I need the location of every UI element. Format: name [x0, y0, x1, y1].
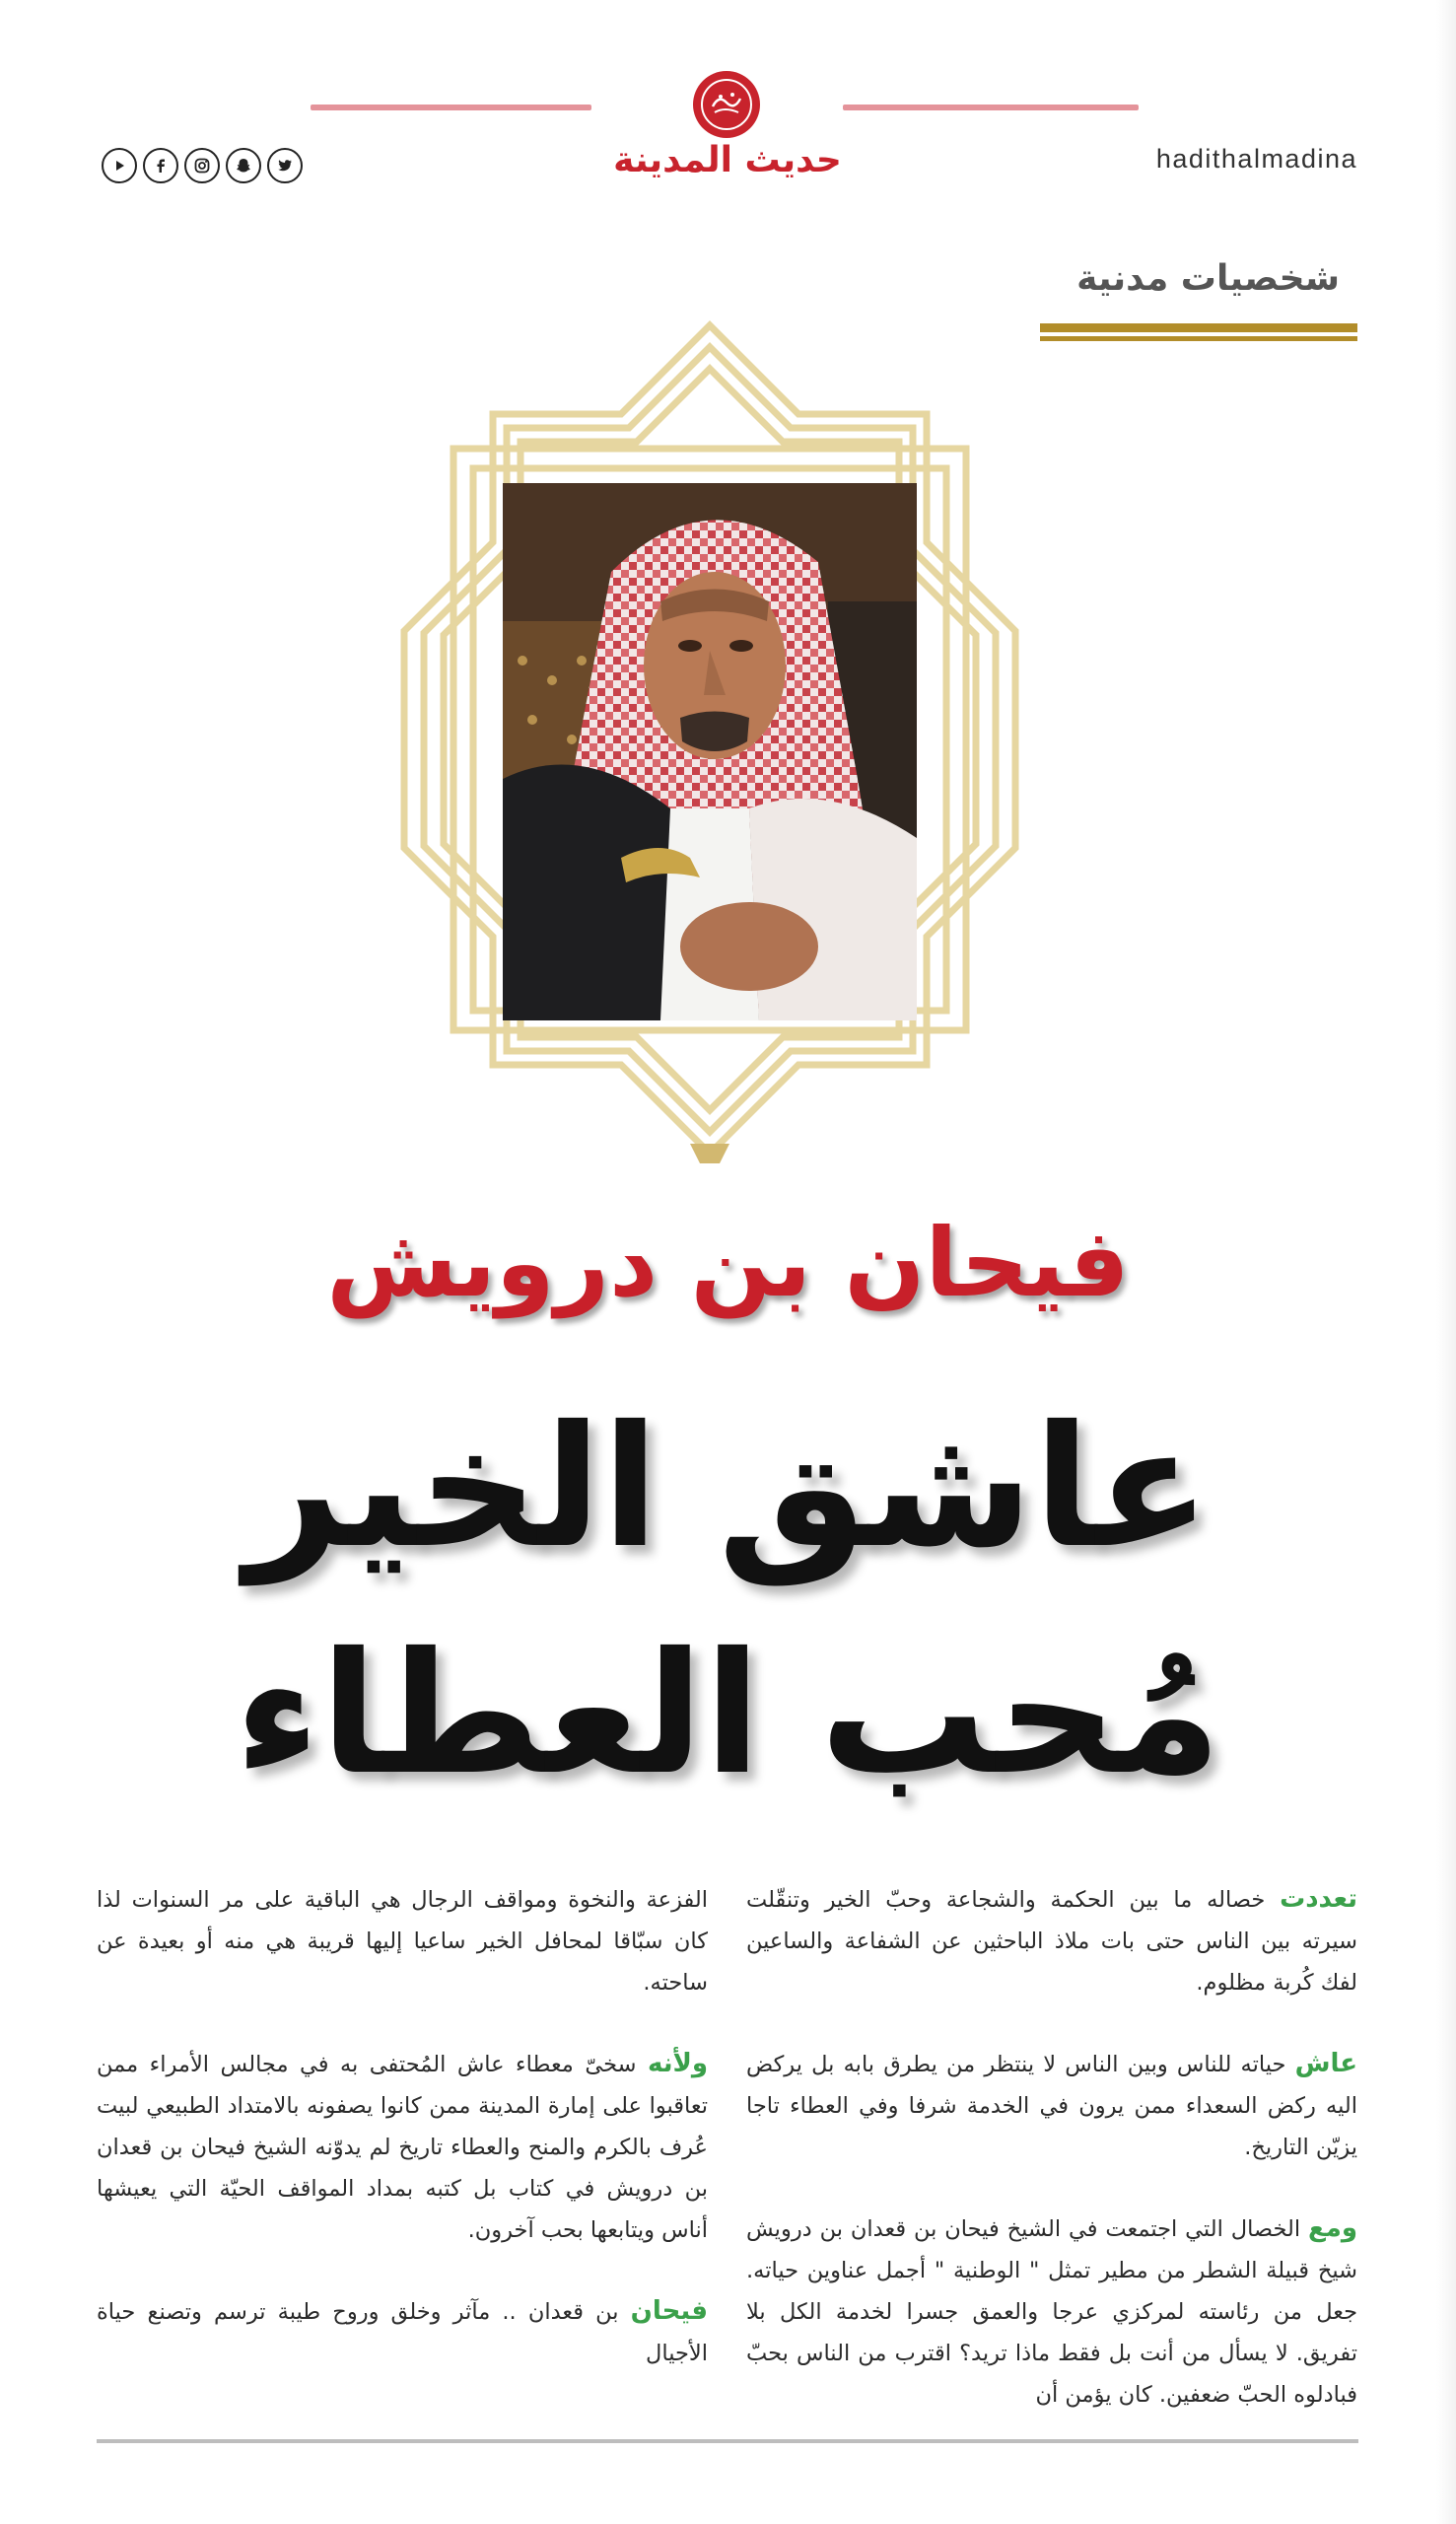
paragraph — [746, 1878, 1357, 2003]
footer-rule — [97, 2439, 1358, 2443]
header-rule-right — [843, 105, 1139, 110]
paragraph-lead-word: عاش — [1294, 2049, 1357, 2078]
logo-calligraphy-icon — [699, 77, 754, 132]
paragraph-text: الفزعة والنخوة ومواقف الرجال هي الباقية على مر السنوات لذا كان سبّاقا لمحافل الخير ساعيا إليها قريبة هي منه أو بعيدة عن ساحته. — [97, 1887, 708, 1996]
site-handle[interactable]: hadithalmadina — [1155, 144, 1357, 174]
portrait-illustration — [503, 483, 917, 1020]
person-name-title: فيحان بن درويش — [326, 1208, 1130, 1318]
social-links — [102, 148, 303, 183]
paragraph-text: سخىّ معطاء عاش المُحتفى به في مجالس الأمراء ممن تعاقبوا على إمارة المدينة ممن كانوا يصفونه بالامتداد الطبيعي لبيت عُرف بالكرم والمنح والعطاء تاريخ لم يدوّنه الشيخ فيحان بن قعدان بن درويش في كتاب بل كتبه بمداد المواقف الحيّة التي يعيشها أناس ويتابعها بحب آخرون. — [97, 2052, 708, 2243]
portrait-frame — [325, 306, 1094, 1173]
paragraph-text: الخصال التي اجتمعت في الشيخ فيحان بن قعدان بن درويش شيخ قبيلة الشطر من مطير تمثل " الوطنية " أجمل عناوين حياته. جعل من رئاسته لمركزي عرجا والعمق جسرا لخدمة الكل بلا تفريق. لا يسأل من أنت بل فقط ماذا تريد؟ اقترب من الناس بحبّ فبادلوه الحبّ ضعفين. كان يؤمن أن — [746, 2216, 1357, 2408]
page-edge-shadow — [1436, 0, 1456, 2524]
brand-name[interactable]: حديث المدينة — [613, 140, 842, 180]
paragraph — [97, 2043, 708, 2251]
article-column-left — [97, 1878, 708, 2414]
instagram-icon[interactable] — [184, 148, 220, 183]
paragraph-text: حياته للناس وبين الناس لا ينتظر من يطرق بابه بل يركض اليه ركض السعداء ممن يرون في الخدمة شرفا وفي العطاء تاجا يزيّن التاريخ. — [746, 2052, 1357, 2160]
snapchat-icon[interactable] — [226, 148, 261, 183]
portrait-photo — [503, 483, 917, 1020]
paragraph-lead-word: ومع — [1307, 2213, 1357, 2243]
twitter-icon[interactable] — [267, 148, 303, 183]
paragraph — [97, 2290, 708, 2374]
section-label: شخصيات مدنية — [1076, 258, 1340, 299]
paragraph-text: خصاله ما بين الحكمة والشجاعة وحبّ الخير وتنقّلت سيرته بين الناس حتى بات ملاذ الباحثين عن الشفاعة والساعين لفك كُربة مظلوم. — [746, 1887, 1357, 1996]
paragraph-lead-word: فيحان — [630, 2296, 708, 2326]
logo-badge[interactable] — [693, 71, 760, 138]
facebook-icon[interactable] — [143, 148, 178, 183]
paragraph — [746, 2043, 1357, 2168]
paragraph-lead-word: تعددت — [1280, 1884, 1357, 1914]
paragraph-text: بن قعدان .. مآثر وخلق وروح طيبة ترسم وتصنع حياة الأجيال — [97, 2299, 708, 2366]
headline-line-1: عاشق الخير — [244, 1390, 1212, 1585]
paragraph — [97, 1878, 708, 2003]
headline-line-2: مُحب العطاء — [234, 1617, 1222, 1812]
paragraph-lead-word: ولأنه — [647, 2049, 708, 2078]
header-rule-left — [311, 105, 591, 110]
youtube-icon[interactable] — [102, 148, 137, 183]
article-column-right — [746, 1878, 1357, 2455]
paragraph — [746, 2208, 1357, 2416]
